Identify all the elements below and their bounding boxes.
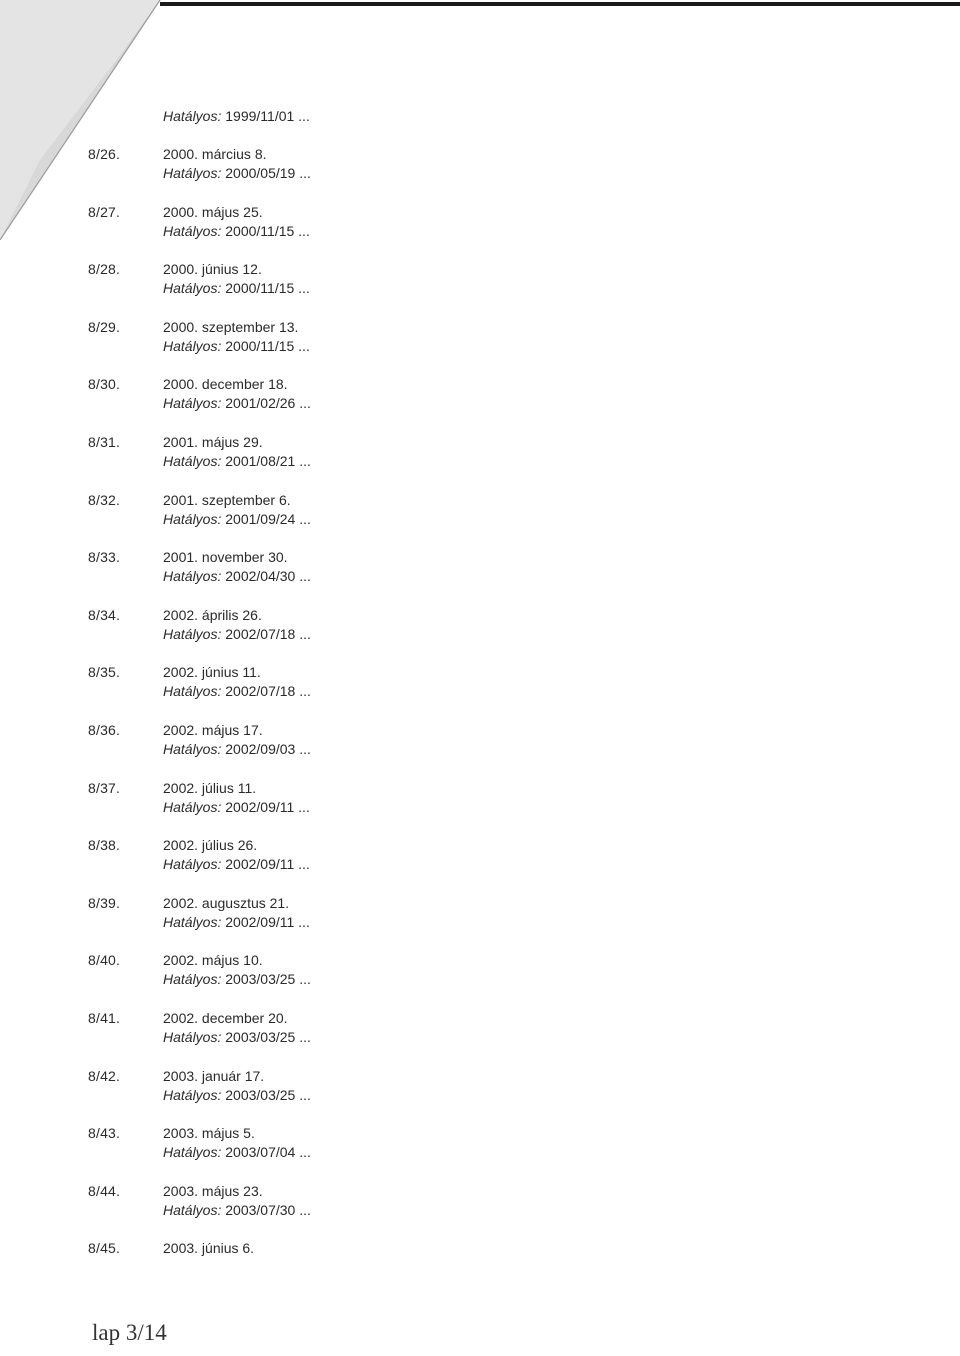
entry-number: 8/30. bbox=[88, 376, 121, 393]
effective-label: Hatályos: bbox=[163, 971, 222, 988]
entry-effective-date bbox=[163, 856, 310, 872]
amendment-entry bbox=[0, 1125, 960, 1175]
entry-date: 2002. május 17. bbox=[163, 722, 263, 738]
effective-label: Hatályos: bbox=[163, 1086, 222, 1103]
entry-date: 2002. július 26. bbox=[163, 837, 258, 854]
entry-number: 8/28. bbox=[88, 261, 121, 278]
amendment-entry bbox=[0, 607, 960, 657]
amendment-entry bbox=[0, 261, 960, 311]
amendment-entry bbox=[0, 952, 960, 1002]
effective-label: Hatályos: bbox=[163, 683, 222, 700]
entry-number: 8/37. bbox=[88, 779, 121, 796]
effective-value: 2002/07/18 ... bbox=[225, 683, 311, 700]
entry-effective-date bbox=[163, 741, 311, 757]
effective-label: Hatályos: bbox=[163, 1144, 222, 1161]
effective-value: 2002/09/03 ... bbox=[225, 741, 311, 757]
entry-number: 8/34. bbox=[88, 606, 121, 623]
effective-value: 2003/03/25 ... bbox=[225, 1086, 311, 1103]
entry-date: 2003. június 6. bbox=[163, 1240, 255, 1257]
entry-effective-date bbox=[163, 683, 311, 699]
effective-value: 2000/05/19 ... bbox=[225, 165, 311, 181]
entry-date: 2003. január 17. bbox=[163, 1067, 265, 1084]
entry-effective-date bbox=[163, 1144, 311, 1160]
entry-effective-date bbox=[163, 453, 311, 469]
entry-date: 2002. augusztus 21. bbox=[163, 894, 290, 911]
effective-value: 2001/02/26 ... bbox=[225, 395, 311, 412]
entry-date: 2002. június 11. bbox=[163, 664, 261, 681]
entry-number: 8/45. bbox=[88, 1240, 121, 1257]
entry-effective-date bbox=[163, 223, 310, 239]
entry-date: 2002. április 26. bbox=[163, 606, 262, 623]
entry-date: 2001. május 29. bbox=[163, 434, 263, 450]
effective-label: Hatályos: bbox=[163, 337, 222, 354]
entry-effective-date bbox=[163, 338, 310, 354]
effective-label: Hatályos: bbox=[163, 453, 222, 469]
entry-number: 8/42. bbox=[88, 1067, 121, 1084]
amendment-entry bbox=[0, 376, 960, 426]
effective-label: Hatályos: bbox=[163, 280, 222, 297]
effective-value: 2002/04/30 ... bbox=[225, 568, 311, 585]
entry-date: 2000. március 8. bbox=[163, 146, 267, 162]
entry-effective-date bbox=[163, 799, 310, 815]
entry-effective-date bbox=[163, 280, 310, 296]
entry-number: 8/31. bbox=[88, 434, 121, 450]
entry-number: 8/40. bbox=[88, 952, 121, 969]
effective-label: Hatályos: bbox=[163, 913, 222, 930]
effective-label: Hatályos: bbox=[163, 510, 222, 527]
amendment-entry bbox=[0, 722, 960, 772]
entry-date: 2000. június 12. bbox=[163, 261, 262, 278]
effective-label: Hatályos: bbox=[163, 108, 222, 124]
entry-number: 8/36. bbox=[88, 722, 121, 738]
amendment-entry bbox=[0, 895, 960, 945]
amendment-entry bbox=[0, 434, 960, 484]
entry-number: 8/41. bbox=[88, 1010, 121, 1026]
entry-effective-date bbox=[163, 914, 310, 930]
entry-date: 2001. szeptember 6. bbox=[163, 491, 291, 508]
effective-value: 2003/03/25 ... bbox=[225, 971, 311, 988]
effective-value: 2000/11/15 ... bbox=[225, 337, 310, 354]
effective-label: Hatályos: bbox=[163, 568, 222, 585]
effective-label: Hatályos: bbox=[163, 798, 222, 815]
entry-number: 8/26. bbox=[88, 146, 121, 162]
entry-effective-date bbox=[163, 165, 311, 181]
first-effective-date bbox=[163, 108, 310, 124]
entry-number: 8/38. bbox=[88, 837, 121, 854]
entry-date: 2002. december 20. bbox=[163, 1010, 288, 1026]
entry-number: 8/43. bbox=[88, 1125, 121, 1142]
effective-value: 2003/07/04 ... bbox=[225, 1144, 311, 1161]
entry-effective-date bbox=[163, 395, 311, 411]
entry-number: 8/32. bbox=[88, 491, 121, 508]
entry-number: 8/33. bbox=[88, 549, 121, 566]
entry-effective-date bbox=[163, 1029, 311, 1045]
entry-date: 2001. november 30. bbox=[163, 549, 288, 566]
entry-date: 2000. május 25. bbox=[163, 203, 263, 220]
entry-number: 8/27. bbox=[88, 203, 121, 220]
effective-value: 2002/09/11 ... bbox=[225, 913, 310, 930]
entry-number: 8/39. bbox=[88, 894, 121, 911]
entry-effective-date bbox=[163, 1087, 311, 1103]
entry-date: 2000. szeptember 13. bbox=[163, 318, 299, 335]
effective-value: 2002/09/11 ... bbox=[225, 856, 310, 873]
amendment-entry bbox=[0, 837, 960, 887]
entry-effective-date bbox=[163, 971, 311, 987]
effective-value: 2003/07/30 ... bbox=[225, 1201, 311, 1218]
effective-value: 2002/07/18 ... bbox=[225, 625, 311, 642]
entry-date: 2003. május 23. bbox=[163, 1182, 263, 1199]
amendment-entry bbox=[0, 204, 960, 254]
effective-value: 2000/11/15 ... bbox=[225, 280, 310, 297]
amendment-entry bbox=[0, 780, 960, 830]
effective-value: 2003/03/25 ... bbox=[225, 1029, 311, 1045]
effective-label: Hatályos: bbox=[163, 856, 222, 873]
page-number: lap 3/14 bbox=[92, 1320, 167, 1345]
entry-date: 2000. december 18. bbox=[163, 376, 288, 393]
effective-label: Hatályos: bbox=[163, 165, 222, 181]
entry-date: 2002. május 10. bbox=[163, 952, 263, 969]
entry-effective-date bbox=[163, 511, 311, 527]
entry-number: 8/44. bbox=[88, 1182, 121, 1199]
entry-date: 2003. május 5. bbox=[163, 1125, 255, 1142]
effective-value: 2000/11/15 ... bbox=[225, 222, 310, 239]
entry-effective-date bbox=[163, 1202, 311, 1218]
amendment-entry bbox=[0, 549, 960, 599]
amendment-entry bbox=[0, 664, 960, 714]
effective-label: Hatályos: bbox=[163, 741, 222, 757]
scan-top-edge-line bbox=[160, 2, 960, 6]
entry-effective-date bbox=[163, 626, 311, 642]
amendment-entry bbox=[0, 146, 960, 196]
effective-label: Hatályos: bbox=[163, 1029, 222, 1045]
amendment-entry bbox=[0, 319, 960, 369]
effective-value: 2001/09/24 ... bbox=[225, 510, 311, 527]
effective-label: Hatályos: bbox=[163, 395, 222, 412]
effective-value: 2001/08/21 ... bbox=[225, 453, 311, 469]
effective-value: 2002/09/11 ... bbox=[225, 798, 310, 815]
effective-label: Hatályos: bbox=[163, 625, 222, 642]
entry-date: 2002. július 11. bbox=[163, 779, 257, 796]
amendment-entry bbox=[0, 492, 960, 542]
effective-label: Hatályos: bbox=[163, 222, 222, 239]
amendment-entry bbox=[0, 1183, 960, 1233]
entry-effective-date bbox=[163, 568, 311, 584]
effective-label: Hatályos: bbox=[163, 1201, 222, 1218]
effective-value: 1999/11/01 ... bbox=[225, 108, 310, 124]
entry-number: 8/35. bbox=[88, 664, 121, 681]
amendment-entry bbox=[0, 1010, 960, 1060]
amendment-entry bbox=[0, 1068, 960, 1118]
entry-number: 8/29. bbox=[88, 318, 121, 335]
amendment-entry bbox=[0, 1240, 960, 1290]
